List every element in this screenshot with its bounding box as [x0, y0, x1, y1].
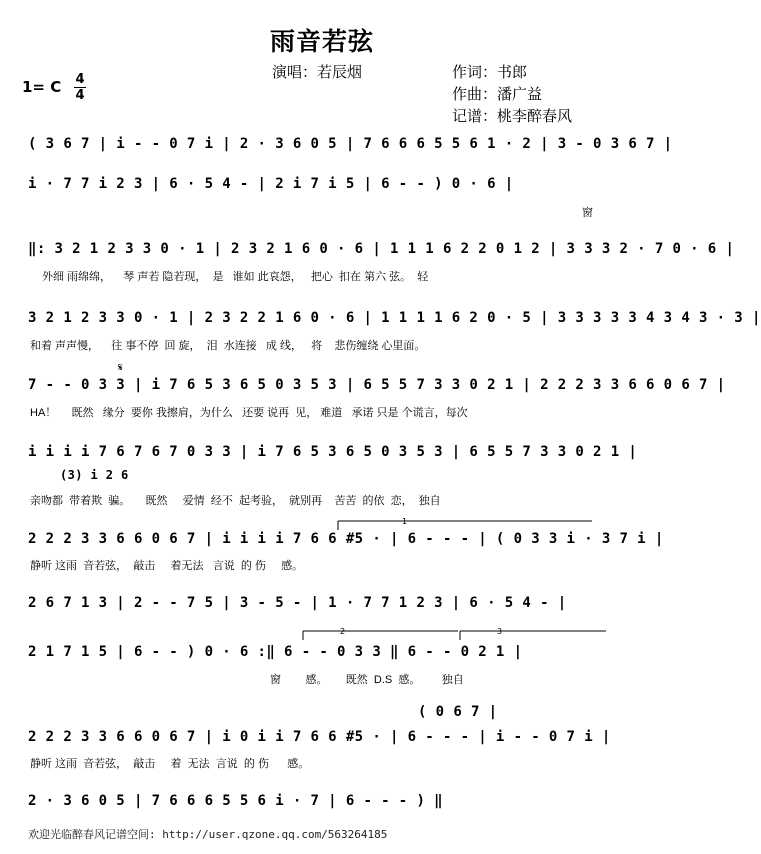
lyrics-row-7: 静听 这雨 音若弦， 敲击 着无法 言说 的 伤 感。 [30, 560, 304, 572]
volta-label-2: 2 [340, 627, 346, 636]
lyrics-row-9: 窗 感。 既然 D.S 感。 独自 [270, 674, 464, 686]
score-row-3: ‖: 3 2 1 2 3 3 0 · 1 | 2 3 2 1 6 0 · 6 | 1 1 1 6 2 2 0 1 2 | 3 3 3 2 · 7 0 · 6 | [28, 241, 735, 257]
time-signature-bottom: 4 [75, 88, 85, 103]
score-row-8: 2 6 7 1 3 | 2 - - 7 5 | 3 - 5 - | 1 · 7 7 1 2 3 | 6 · 5 4 - | [28, 595, 567, 611]
score-row-11: 2 · 3 6 0 5 | 7 6 6 6 5 5 6 i · 7 | 6 - - - ) ‖ [28, 793, 443, 809]
time-signature-top: 4 [75, 72, 85, 87]
lyrics-row-4: 和着 声声慢， 往 事不停 回 旋， 泪 水连接 成 线， 将 悲伤缠绕 心里面。 [30, 340, 426, 352]
lyrics-row-3: 外细 雨绵绵， 琴 声若 隐若现， 是 谁如 此哀怨， 把心 扣在 第六 弦。 轻 [42, 271, 429, 283]
score-row-7: 2 2 2 3 3 6 6 0 6 7 | i i i i 7 6 6 #5 · | 6 - - - | ( 0 3 3 i · 3 7 i | [28, 531, 664, 547]
score-row-10: 2 2 2 3 3 6 6 0 6 7 | i 0 i i 7 6 6 #5 · | 6 - - - | i - - 0 7 i | [28, 729, 611, 745]
score-row-5: 7 - - 0 3 3 | i 7 6 5 3 6 5 0 3 5 3 | 6 5 5 7 3 3 0 2 1 | 2 2 2 3 3 6 6 0 6 7 | [28, 377, 726, 393]
lyrics-row-2: 窗 [582, 207, 593, 219]
intro-bracket: ( 0 6 7 | [418, 704, 498, 720]
segno-icon: 𝄋 [118, 361, 123, 374]
transcriber-credit: 记谱：桃李醉春风 [452, 107, 573, 125]
song-title: 雨音若弦 [269, 27, 374, 56]
composer-credit: 作曲：潘广益 [452, 85, 543, 103]
volta-label-3: 3 [497, 627, 503, 636]
singer-credit: 演唱：若辰烟 [272, 63, 363, 81]
score-row-6: i i i i 7 6 7 6 7 0 3 3 | i 7 6 5 3 6 5 0 3 5 3 | 6 5 5 7 3 3 0 2 1 | [28, 444, 638, 460]
footer-link-text: 欢迎光临醉春风记谱空间: http://user.qzone.qq.com/563264185 [28, 828, 388, 841]
volta-label-1: 1 [402, 517, 408, 526]
lyrics-row-5: HA！ 既然 缘分 要你 我擦肩，为什么 还要 说再 见， 难道 承诺 只是 个谎言，每次 [30, 407, 468, 419]
score-row-2: i · 7 7 i 2 3 | 6 · 5 4 - | 2 i 7 i 5 | 6 - - ) 0 · 6 | [28, 176, 514, 192]
lyricist-credit: 作词：书郎 [452, 63, 528, 81]
score-row-4: 3 2 1 2 3 3 0 · 1 | 2 3 2 2 1 6 0 · 6 | 1 1 1 1 6 2 0 · 5 | 3 3 3 3 3 4 3 4 3 · 3 | [28, 310, 761, 326]
key-signature: 1= C [22, 78, 62, 96]
lyrics-row-6: 亲吻都 带着欺 骗。 既然 爱情 经不 起考验， 就别再 苦苦 的依 恋， 独自 [30, 495, 441, 507]
lyrics-row-10: 静听 这雨 音若弦， 敲击 着 无法 言说 的 伤 感。 [30, 758, 310, 770]
score-row-9: 2 1 7 1 5 | 6 - - ) 0 · 6 :‖ 6 - - 0 3 3 ‖ 6 - - 0 2 1 | [28, 644, 523, 660]
volta-substitute-notes: (3) i 2 6 [60, 468, 129, 482]
score-row-1: ( 3 6 7 | i - - 0 7 i | 2 · 3 6 0 5 | 7 6 6 6 5 5 6 1 · 2 | 3 - 0 3 6 7 | [28, 136, 673, 152]
